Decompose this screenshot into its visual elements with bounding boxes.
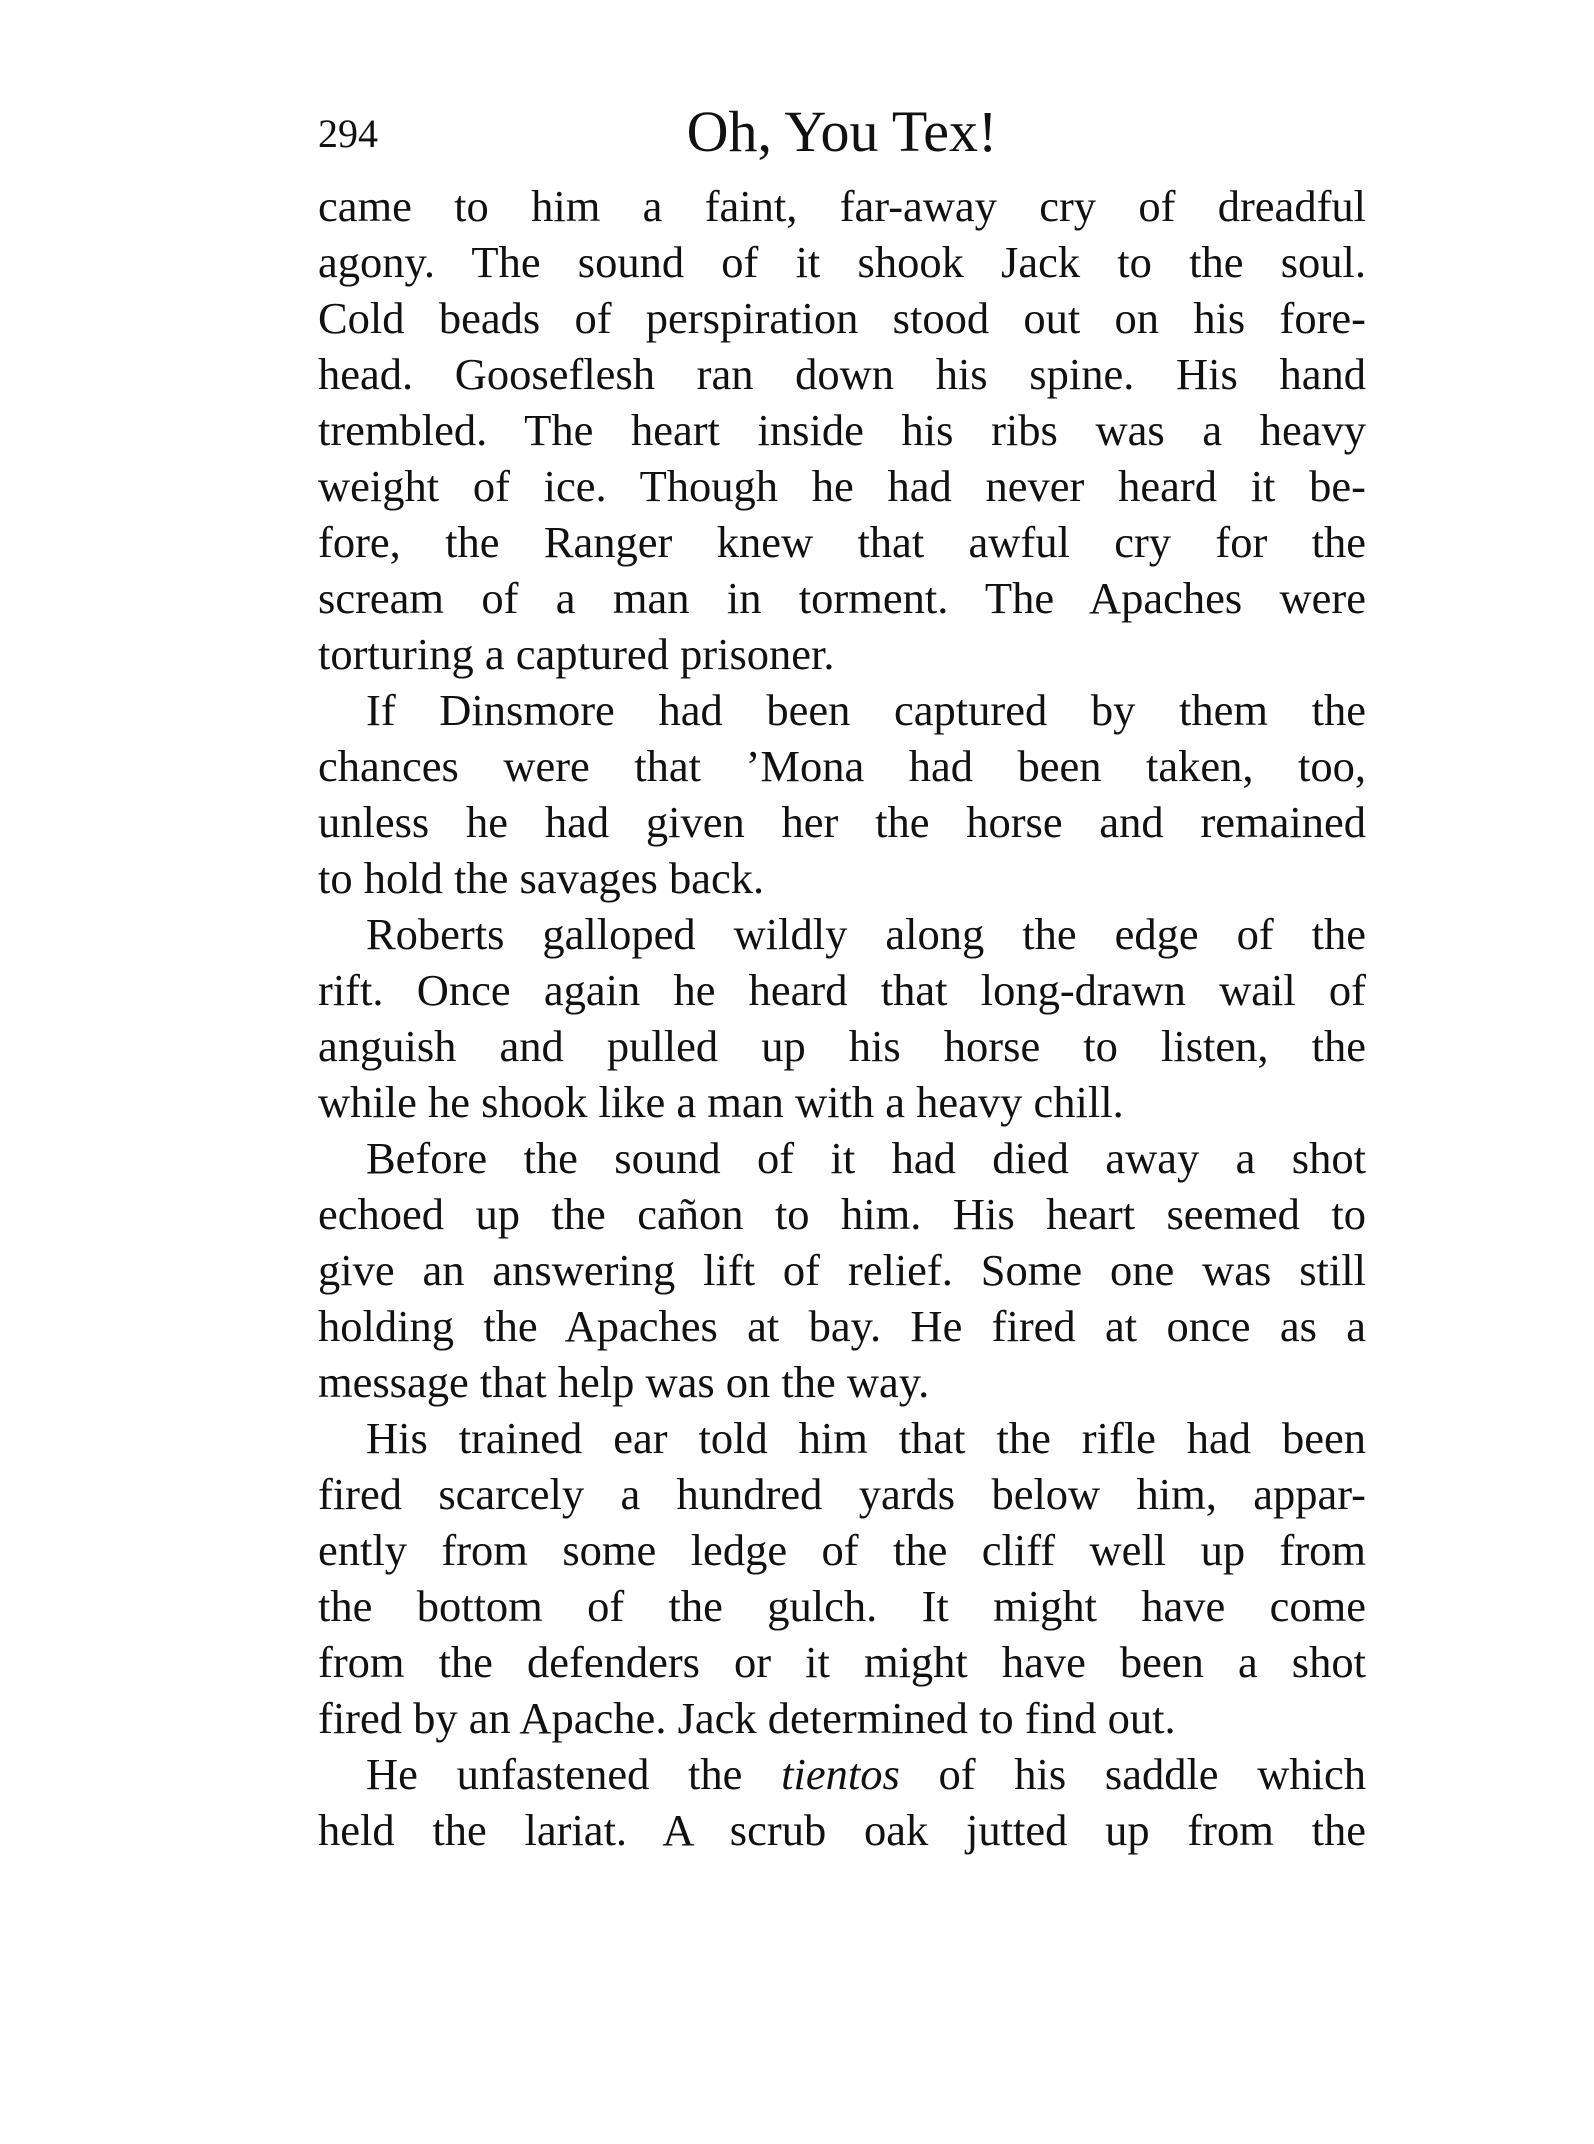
text-line: If Dinsmore had been captured by them the: [366, 685, 1366, 735]
text-line: came to him a faint, far-away cry of dreadful: [318, 181, 1366, 231]
paragraph: [318, 178, 1366, 682]
text-line: He unfastened the tientos of his saddle which: [366, 1749, 1366, 1799]
page-number: 294: [318, 111, 378, 156]
text-line: the bottom of the gulch. It might have come: [318, 1581, 1366, 1631]
text-line: while he shook like a man with a heavy chill.: [318, 1077, 1124, 1127]
italic-word: tientos: [781, 1749, 900, 1799]
text-line: fired scarcely a hundred yards below him, appar-: [318, 1469, 1366, 1519]
text-line: held the lariat. A scrub oak jutted up from the: [318, 1805, 1366, 1855]
text-line: anguish and pulled up his horse to listen, the: [318, 1021, 1366, 1071]
text-line: holding the Apaches at bay. He fired at once as a: [318, 1301, 1366, 1351]
text-line: Before the sound of it had died away a shot: [366, 1133, 1366, 1183]
text-line: weight of ice. Though he had never heard it be-: [318, 461, 1366, 511]
text-line: echoed up the cañon to him. His heart seemed to: [318, 1189, 1366, 1239]
text-line: message that help was on the way.: [318, 1357, 930, 1407]
text-line: give an answering lift of relief. Some one was still: [318, 1245, 1366, 1295]
text-line: from the defenders or it might have been a shot: [318, 1637, 1366, 1687]
text-line: agony. The sound of it shook Jack to the soul.: [318, 237, 1366, 287]
text-line: ently from some ledge of the cliff well up from: [318, 1525, 1366, 1575]
text-line: scream of a man in torment. The Apaches were: [318, 573, 1366, 623]
text-line: head. Gooseflesh ran down his spine. His hand: [318, 349, 1366, 399]
paragraph: [318, 906, 1366, 1130]
paragraph: [318, 1746, 1366, 1858]
text-line: to hold the savages back.: [318, 853, 765, 903]
page-header: [318, 92, 1366, 172]
text-line: rift. Once again he heard that long-drawn wail of: [318, 965, 1366, 1015]
text-line: Roberts galloped wildly along the edge of the: [366, 909, 1366, 959]
paragraph: [318, 1410, 1366, 1746]
text-line: His trained ear told him that the rifle had been: [366, 1413, 1366, 1463]
text-line: Cold beads of perspiration stood out on his fore-: [318, 293, 1366, 343]
running-title: Oh, You Tex!: [686, 99, 998, 164]
body-text: [318, 178, 1366, 1858]
text-line: chances were that ’Mona had been taken, too,: [318, 741, 1366, 791]
text-line: unless he had given her the horse and remained: [318, 797, 1366, 847]
text-line: trembled. The heart inside his ribs was a heavy: [318, 405, 1366, 455]
text-line: fore, the Ranger knew that awful cry for the: [318, 517, 1366, 567]
paragraph: [318, 1130, 1366, 1410]
text-line: torturing a captured prisoner.: [318, 629, 835, 679]
paragraph: [318, 682, 1366, 906]
text-line: fired by an Apache. Jack determined to find out.: [318, 1693, 1176, 1743]
